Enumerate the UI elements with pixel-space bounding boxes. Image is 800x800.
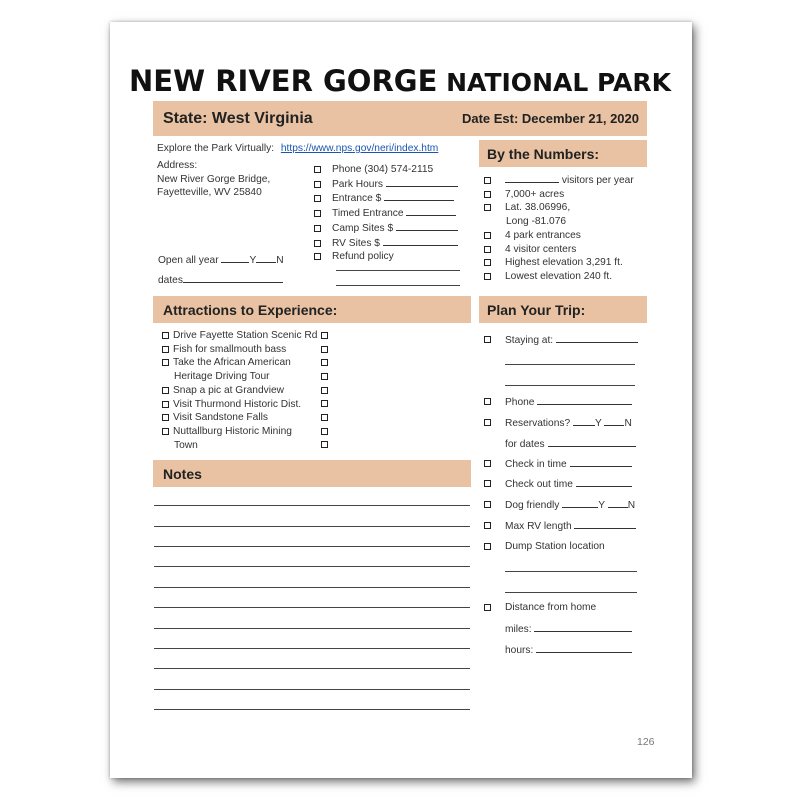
- address-line2: Fayetteville, WV 25840: [157, 187, 262, 198]
- attraction-item[interactable]: Fish for smallmouth bass: [162, 343, 317, 357]
- park-info-refund-policy[interactable]: Refund policy: [314, 250, 458, 264]
- explore-label: Explore the Park Virtually:: [157, 143, 275, 154]
- extra-attraction-checkbox[interactable]: [321, 414, 328, 421]
- checkbox[interactable]: [162, 387, 169, 394]
- attraction-item[interactable]: Drive Fayette Station Scenic Rd: [162, 329, 317, 343]
- checkbox[interactable]: [314, 225, 321, 232]
- distance-hours-field[interactable]: hours:: [505, 643, 632, 658]
- attraction-item[interactable]: Nuttallburg Historic Mining: [162, 425, 317, 439]
- attractions-list: [162, 329, 317, 452]
- stat-visitor-centers: 4 visitor centers: [484, 243, 634, 257]
- check-in-field[interactable]: Check in time: [505, 457, 632, 472]
- attraction-item[interactable]: Take the African American: [162, 356, 317, 370]
- checkbox[interactable]: [484, 191, 491, 198]
- checkbox[interactable]: [484, 177, 491, 184]
- attraction-item[interactable]: Snap a pic at Grandview: [162, 384, 317, 398]
- notes-line[interactable]: [154, 587, 470, 588]
- notes-line[interactable]: [154, 526, 470, 527]
- park-info-timed-entrance[interactable]: Timed Entrance: [314, 206, 458, 221]
- notes-line[interactable]: [154, 505, 470, 506]
- extra-attraction-checkbox[interactable]: [321, 373, 328, 380]
- notes-line[interactable]: [154, 709, 470, 710]
- phone-field[interactable]: Phone: [505, 395, 632, 410]
- reservation-dates-field[interactable]: for dates: [505, 437, 636, 452]
- checkbox[interactable]: [484, 273, 491, 280]
- page-number: 126: [637, 736, 655, 748]
- attractions-header: Attractions to Experience:: [153, 296, 471, 323]
- open-all-year-field[interactable]: Open all year Y N: [158, 255, 284, 266]
- checkbox[interactable]: [162, 359, 169, 366]
- stat-entrances: 4 park entrances: [484, 229, 634, 243]
- dog-friendly-checkbox[interactable]: [484, 501, 491, 508]
- check-out-field[interactable]: Check out time: [505, 477, 632, 492]
- check-out-checkbox[interactable]: [484, 480, 491, 487]
- extra-attraction-checkbox[interactable]: [321, 359, 328, 366]
- park-info-hours[interactable]: Park Hours: [314, 177, 458, 192]
- state-label: State: West Virginia: [163, 109, 313, 127]
- state-bar: [153, 101, 647, 136]
- notes-header: Notes: [153, 460, 471, 487]
- park-info-list: [314, 163, 458, 264]
- stat-highest-elevation: Highest elevation 3,291 ft.: [484, 256, 634, 270]
- notes-line[interactable]: [154, 648, 470, 649]
- staying-at-field[interactable]: Staying at:: [505, 333, 638, 348]
- staying-at-line[interactable]: [505, 364, 635, 365]
- refund-line-1: [336, 270, 460, 271]
- attraction-item-continued: Town: [174, 439, 198, 451]
- address-label: Address:: [157, 160, 198, 171]
- refund-line-2: [336, 285, 460, 286]
- park-info-phone[interactable]: Phone (304) 574-2115: [314, 163, 458, 177]
- distance-checkbox[interactable]: [484, 604, 491, 611]
- extra-attraction-checkbox[interactable]: [321, 400, 328, 407]
- checkbox[interactable]: [314, 181, 321, 188]
- reservations-checkbox[interactable]: [484, 419, 491, 426]
- by-numbers-header: By the Numbers:: [479, 140, 647, 167]
- explore-line: [157, 142, 438, 156]
- extra-attraction-checkbox[interactable]: [321, 346, 328, 353]
- reservations-field[interactable]: Reservations? Y N: [505, 418, 632, 429]
- park-info-rv-sites[interactable]: RV Sites $: [314, 236, 458, 251]
- stat-lowest-elevation: Lowest elevation 240 ft.: [484, 270, 634, 284]
- stat-lat: Lat. 38.06996,: [484, 201, 634, 215]
- plan-trip-header: Plan Your Trip:: [479, 296, 647, 323]
- address-line1: New River Gorge Bridge,: [157, 173, 271, 185]
- by-numbers-list: [484, 173, 634, 284]
- extra-attraction-checkbox[interactable]: [321, 332, 328, 339]
- checkbox[interactable]: [484, 246, 491, 253]
- checkbox[interactable]: [314, 210, 321, 217]
- staying-at-checkbox[interactable]: [484, 336, 491, 343]
- extra-attraction-checkbox[interactable]: [321, 441, 328, 448]
- extra-attraction-checkbox[interactable]: [321, 387, 328, 394]
- stat-visitors: visitors per year: [484, 173, 634, 188]
- attraction-item-continued: Heritage Driving Tour: [174, 371, 270, 383]
- checkbox[interactable]: [314, 195, 321, 202]
- notes-line[interactable]: [154, 628, 470, 629]
- check-in-checkbox[interactable]: [484, 460, 491, 467]
- checkbox[interactable]: [162, 332, 169, 339]
- checkbox[interactable]: [484, 259, 491, 266]
- checkbox[interactable]: [314, 240, 321, 247]
- notes-line[interactable]: [154, 689, 470, 690]
- checkbox[interactable]: [314, 253, 321, 260]
- page-title: [0, 64, 800, 98]
- checkbox[interactable]: [162, 346, 169, 353]
- date-established: Date Est: December 21, 2020: [461, 111, 639, 126]
- dump-station-line[interactable]: [505, 592, 637, 593]
- checkbox[interactable]: [484, 204, 491, 211]
- phone-checkbox[interactable]: [484, 398, 491, 405]
- max-rv-field[interactable]: Max RV length: [505, 519, 636, 534]
- attraction-item[interactable]: Visit Thurmond Historic Dist.: [162, 398, 317, 412]
- address-block: [157, 159, 270, 200]
- extra-attraction-checkbox[interactable]: [321, 428, 328, 435]
- staying-at-line[interactable]: [505, 385, 635, 386]
- dates-field[interactable]: dates: [158, 273, 283, 288]
- dump-station-field[interactable]: Dump Station location: [505, 541, 605, 552]
- dog-friendly-field[interactable]: Dog friendly Y N: [505, 500, 636, 511]
- notes-line[interactable]: [154, 546, 470, 547]
- title-park-name: NEW RIVER GORGE: [129, 64, 438, 98]
- checkbox[interactable]: [314, 166, 321, 173]
- park-website-link[interactable]: https://www.nps.gov/neri/index.htm: [280, 143, 439, 154]
- checkbox[interactable]: [162, 401, 169, 408]
- distance-field: Distance from home: [505, 602, 597, 613]
- title-suffix: NATIONAL PARK: [446, 68, 671, 97]
- dump-station-line[interactable]: [505, 571, 637, 572]
- notes-line[interactable]: [154, 607, 470, 608]
- max-rv-checkbox[interactable]: [484, 522, 491, 529]
- park-info-camp-sites[interactable]: Camp Sites $: [314, 221, 458, 236]
- stat-acres: 7,000+ acres: [484, 188, 634, 202]
- checkbox[interactable]: [484, 232, 491, 239]
- checkbox[interactable]: [162, 428, 169, 435]
- park-info-entrance[interactable]: Entrance $: [314, 191, 458, 206]
- notes-line[interactable]: [154, 566, 470, 567]
- attraction-item[interactable]: Visit Sandstone Falls: [162, 411, 317, 425]
- notes-line[interactable]: [154, 668, 470, 669]
- stat-long: Long -81.076: [506, 216, 567, 228]
- distance-miles-field[interactable]: miles:: [505, 622, 632, 637]
- dump-station-checkbox[interactable]: [484, 543, 491, 550]
- checkbox[interactable]: [162, 414, 169, 421]
